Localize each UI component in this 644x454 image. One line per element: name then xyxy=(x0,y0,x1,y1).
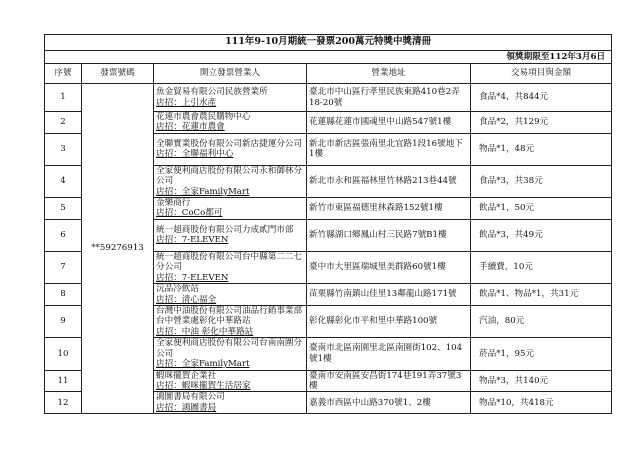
store-name: 沅品冷飲站 xyxy=(156,284,199,295)
store-cell xyxy=(154,392,307,414)
trade-items: 食品*3，共38元 xyxy=(471,165,612,197)
store-sign: 店招：7-ELEVEN xyxy=(156,272,229,283)
trade-items: 飲品*1，50元 xyxy=(471,198,612,220)
store-sign: 店招：清心福全 xyxy=(156,294,217,305)
trade-items: 飲品*3，共49元 xyxy=(471,219,612,251)
trade-items: 菸品*1，95元 xyxy=(471,338,612,370)
store-cell xyxy=(154,284,307,306)
row-seq: 4 xyxy=(45,165,82,197)
store-cell xyxy=(154,251,307,283)
prize-table xyxy=(44,34,612,414)
row-seq: 8 xyxy=(45,284,82,306)
store-name: 魚金貿易有限公司民族營業所 xyxy=(156,87,268,98)
store-address: 臺北市中山區行孝里民族東路410巷2弄18-20號 xyxy=(307,84,471,112)
store-address: 新竹市東區福德里林森路152號1樓 xyxy=(307,198,471,220)
store-address: 臺南市安南區安昌街174巷191弄37號3樓 xyxy=(307,370,471,392)
store-cell xyxy=(154,84,307,112)
store-sign: 店招：花蓮市農會 xyxy=(156,122,225,133)
store-cell xyxy=(154,370,307,392)
store-name: 全聯實業股份有限公司新店捷運分公司 xyxy=(156,138,303,149)
row-seq: 1 xyxy=(45,84,82,112)
row-seq: 10 xyxy=(45,338,82,370)
store-name: 統一超商股份有限公司力成貳門市部 xyxy=(156,224,294,235)
row-seq: 12 xyxy=(45,392,82,414)
store-sign: 店招：鴻圖書局 xyxy=(156,402,217,413)
store-name: 花連市農會農民購物中心 xyxy=(156,112,251,122)
store-sign: 店招：蝦咪攏賀生活居家 xyxy=(156,380,251,391)
header-seq: 序號 xyxy=(45,64,82,84)
trade-items: 飲品*1、物品*1，共31元 xyxy=(471,284,612,306)
row-seq: 6 xyxy=(45,219,82,251)
store-sign: 店招：全家FamilyMart xyxy=(156,359,250,370)
trade-items: 物品*3，共140元 xyxy=(471,370,612,392)
prize-list-sheet xyxy=(44,34,611,414)
store-name: 蝦咪攏賀企業社 xyxy=(156,370,217,381)
store-cell xyxy=(154,133,307,165)
store-sign: 店招：全家FamilyMart xyxy=(156,186,250,197)
trade-items: 物品*1，48元 xyxy=(471,133,612,165)
invoice-number: **59276913 xyxy=(82,84,154,414)
document-title: 111年9-10月期統一發票200萬元特獎中獎清冊 xyxy=(45,35,612,51)
store-sign: 店招：中油 彰化中華路站 xyxy=(156,326,254,337)
store-address: 嘉義市西區中山路370號1、2樓 xyxy=(307,392,471,414)
row-seq: 9 xyxy=(45,306,82,338)
store-name: 台灣中油股份有限公司油品行銷事業部台中營業處彰化中華路站 xyxy=(156,306,303,327)
trade-items: 手續費，10元 xyxy=(471,251,612,283)
table-body xyxy=(45,84,612,414)
store-address: 臺中市大里區瑞城里美群路60號1樓 xyxy=(307,251,471,283)
header-address: 營業地址 xyxy=(307,64,471,84)
trade-items: 物品*10，共418元 xyxy=(471,392,612,414)
store-cell xyxy=(154,306,307,338)
store-address: 苗栗縣竹南鎮山佳里13鄰龍山路171號 xyxy=(307,284,471,306)
store-cell xyxy=(154,338,307,370)
store-address: 新北市新店區張南里北宜路1段16號地下1樓 xyxy=(307,133,471,165)
store-name: 全家便利商店股份有限公司台南南圍分公司 xyxy=(156,338,303,359)
store-sign: 店招：7-ELEVEN xyxy=(156,235,229,246)
store-sign: 店招：上引水產 xyxy=(156,97,217,108)
trade-items: 汽油，80元 xyxy=(471,306,612,338)
trade-items: 食品*2，共129元 xyxy=(471,112,612,134)
store-name: 統一超商股份有限公司台中縣第二二七分公司 xyxy=(156,251,303,273)
header-invoice: 發票號碼 xyxy=(82,64,154,84)
row-seq: 5 xyxy=(45,198,82,220)
trade-items: 食品*4，共844元 xyxy=(471,84,612,112)
store-name: 金樂商行 xyxy=(156,198,191,209)
row-seq: 11 xyxy=(45,370,82,392)
store-name: 全家便利商店股份有限公司永和御林分公司 xyxy=(156,165,303,187)
store-address: 臺南市北區南園里北區南園街102、104號1樓 xyxy=(307,338,471,370)
store-address: 新北市永和區福林里竹林路213巷44號 xyxy=(307,165,471,197)
table-row xyxy=(45,84,612,112)
store-sign: 店招：CoCo都可 xyxy=(156,208,223,219)
row-seq: 2 xyxy=(45,112,82,134)
store-name: 鴻圖書局有限公司 xyxy=(156,392,225,403)
table-header-row xyxy=(45,64,612,84)
store-cell xyxy=(154,165,307,197)
header-store: 開立發票營業人 xyxy=(154,64,307,84)
store-address: 新竹縣湖口鄉鳳山村三民路7號B1樓 xyxy=(307,219,471,251)
store-cell xyxy=(154,112,307,134)
store-cell xyxy=(154,219,307,251)
store-sign: 店招：全聯福利中心 xyxy=(156,149,234,160)
store-address: 花蓮縣花蓮市國魂里中山路547號1樓 xyxy=(307,112,471,134)
row-seq: 7 xyxy=(45,251,82,283)
store-cell xyxy=(154,198,307,220)
claim-deadline: 領獎期限至112年3月6日 xyxy=(45,51,612,64)
header-trade: 交易項目與金額 xyxy=(471,64,612,84)
store-address: 彰化縣彰化市平和里中華路100號 xyxy=(307,306,471,338)
row-seq: 3 xyxy=(45,133,82,165)
